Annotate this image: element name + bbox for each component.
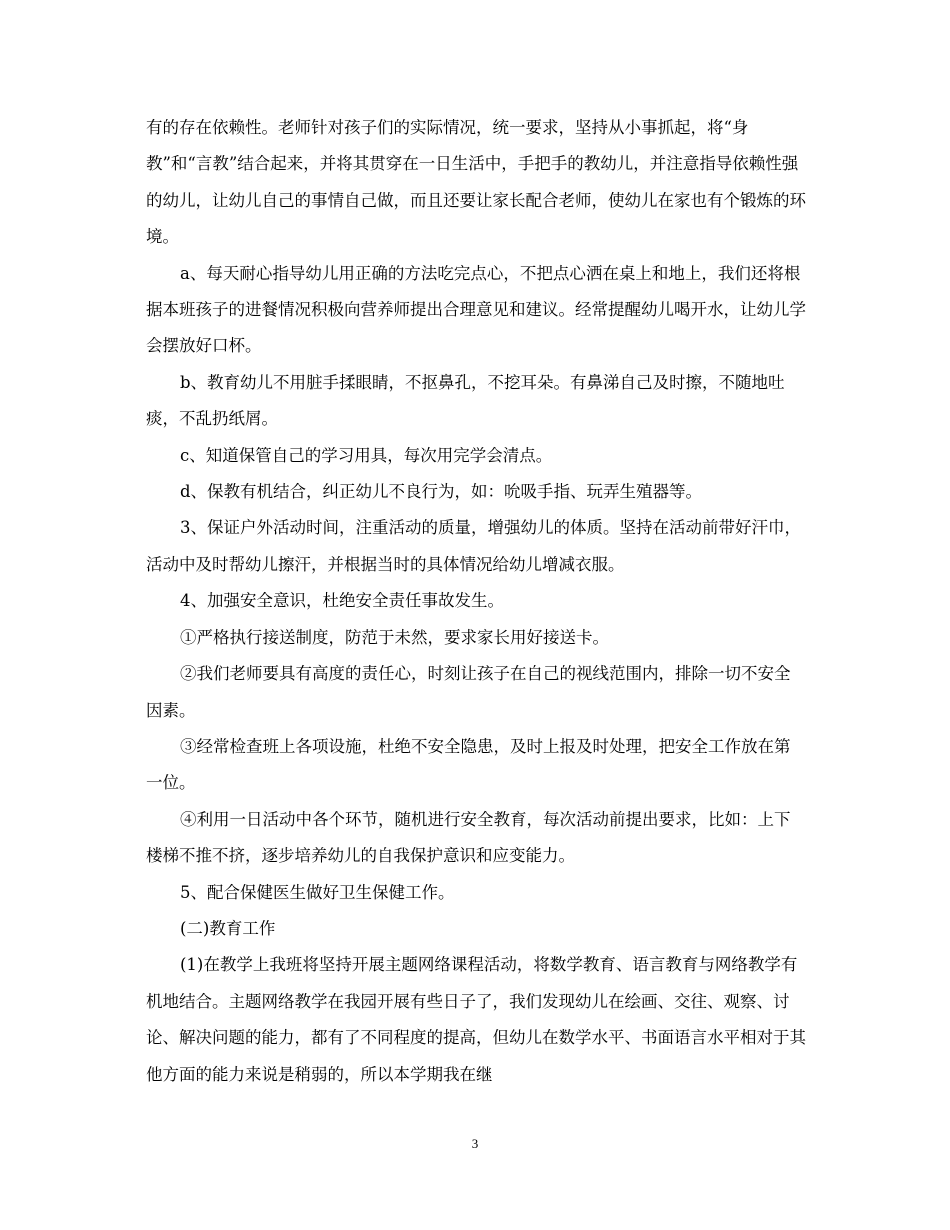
paragraph-6: 3、保证户外活动时间，注重活动的质量，增强幼儿的体质。坚持在活动前带好汗巾，活动中及时帮幼儿擦汗，并根据当时的具体情况给幼儿增减衣服。 bbox=[146, 518, 801, 574]
paragraph-9: ②我们老师要具有高度的责任心，时刻让孩子在自己的视线范围内，排除一切不安全因素。 bbox=[146, 664, 791, 720]
paragraph-10: ③经常检查班上各项设施，杜绝不安全隐患，及时上报及时处理，把安全工作放在第一位。 bbox=[146, 736, 791, 793]
paragraph-8: ①严格执行接送制度，防范于未然，要求家长用好接送卡。 bbox=[180, 627, 609, 647]
paragraph-1: 有的存在依赖性。老师针对孩子们的实际情况，统一要求，坚持从小事抓起，将“身教”和“言教”结合起来，并将其贯穿在一日生活中，手把手的教幼儿，并注意指导依赖性强的幼儿，让幼儿自己的事情自己做，而且还要让家长配合老师，使幼儿在家也有个锻炼的环境。 bbox=[146, 118, 806, 247]
paragraph-14: (1)在教学上我班将坚持开展主题网络课程活动，将数学教育、语言教育与网络教学有机地结合。主题网络教学在我园开展有些日子了，我们发现幼儿在绘画、交往、观察、讨论、解决问题的能力，都有了不同程度的提高，但幼儿在数学水平、书面语言水平相对于其他方面的能力来说是稍弱的，所以本学期我在继 bbox=[146, 955, 806, 1084]
page-number: 3 bbox=[471, 1136, 479, 1151]
paragraph-2: a、每天耐心指导幼儿用正确的方法吃完点心，不把点心洒在桌上和地上，我们还将根据本班孩子的进餐情况积极向营养师提出合理意见和建议。经常提醒幼儿喝开水，让幼儿学会摆放好口杯。 bbox=[146, 263, 806, 356]
body-text bbox=[146, 110, 806, 1093]
paragraph-4: c、知道保管自己的学习用具，每次用完学会清点。 bbox=[180, 445, 553, 465]
section-heading: (二)教育工作 bbox=[180, 918, 276, 938]
paragraph-3: b、教育幼儿不用脏手揉眼睛，不抠鼻孔，不挖耳朵。有鼻涕自己及时擦，不随地吐痰，不乱扔纸屑。 bbox=[146, 372, 785, 429]
paragraph-12: 5、配合保健医生做好卫生保健工作。 bbox=[180, 882, 455, 902]
paragraph-7: 4、加强安全意识，杜绝安全责任事故发生。 bbox=[180, 591, 504, 611]
paragraph-5: d、保教有机结合，纠正幼儿不良行为，如：吮吸手指、玩弄生殖器等。 bbox=[180, 482, 703, 502]
paragraph-11: ④利用一日活动中各个环节，随机进行安全教育，每次活动前提出要求，比如：上下楼梯不推不挤，逐步培养幼儿的自我保护意识和应变能力。 bbox=[146, 809, 791, 866]
